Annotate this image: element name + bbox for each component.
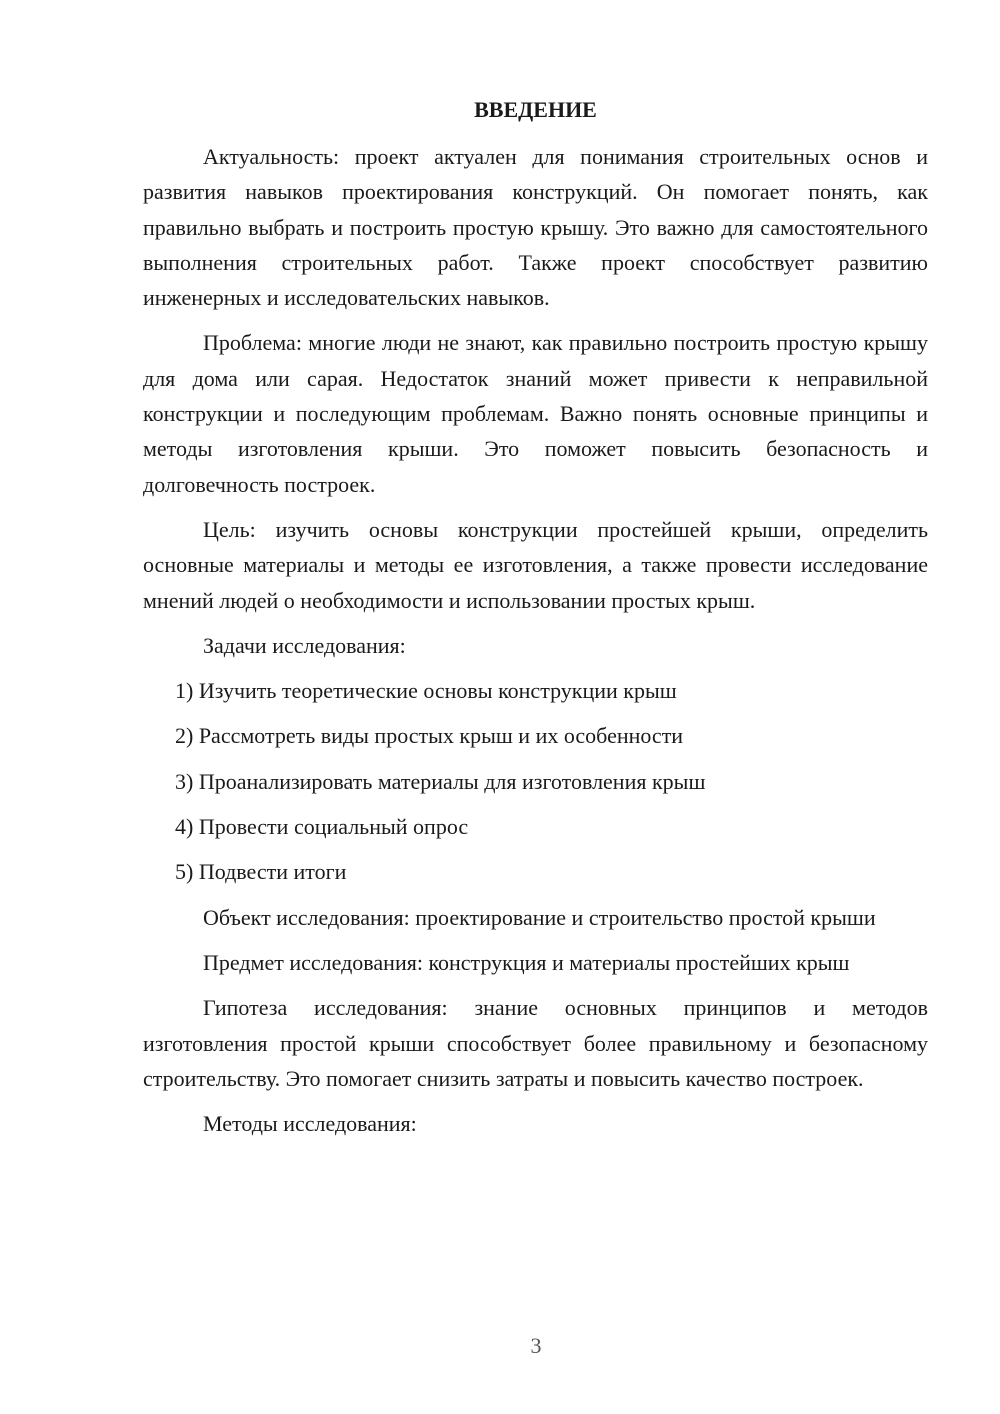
task-item: 5) Подвести итоги (175, 859, 347, 885)
paragraph-hypothesis: Гипотеза исследования: знание основных принципов и методов изготовления простой крыши способствует более правильному и безопасному строительству. Это помогает снизить затраты и повысить качество построек. (143, 995, 928, 1091)
page-number: 3 (530, 1333, 542, 1358)
task-item: 3) Проанализировать материалы для изготовления крыш (175, 768, 706, 794)
page-title: ВВЕДЕНИЕ (474, 97, 597, 122)
methods-heading: Методы исследования: (203, 1111, 417, 1137)
paragraph-subject: Предмет исследования: конструкция и материалы простейших крыш (203, 949, 850, 975)
paragraph-relevance: Актуальность: проект актуален для понимания строительных основ и развития навыков проектирования конструкций. Он помогает понять, как правильно выбрать и построить простую крышу. Это важно для самостоятельного выполнения строительных работ. Также проект способствует развитию инженерных и исследовательских навыков. (143, 144, 928, 311)
document-page (143, 92, 928, 1151)
paragraph-object: Объект исследования: проектирование и строительство простой крыши (203, 904, 876, 930)
paragraph-problem: Проблема: многие люди не знают, как правильно построить простую крышу для дома или сарая. Недостаток знаний может привести к неправильной конструкции и последующим проблемам. Важно понять основные принципы и методы изготовления крыши. Это поможет повысить безопасность и долговечность построек. (143, 330, 928, 497)
paragraph-goal: Цель: изучить основы конструкции простейшей крыши, определить основные материалы и методы ее изготовления, а также провести исследование мнений людей о необходимости и использовании простых крыш. (143, 516, 928, 613)
task-item: 1) Изучить теоретические основы конструкции крыш (175, 678, 677, 704)
tasks-heading: Задачи исследования: (203, 632, 406, 658)
tasks-list (143, 673, 928, 889)
task-item: 2) Рассмотреть виды простых крыш и их особенности (175, 723, 684, 749)
task-item: 4) Провести социальный опрос (175, 814, 469, 840)
